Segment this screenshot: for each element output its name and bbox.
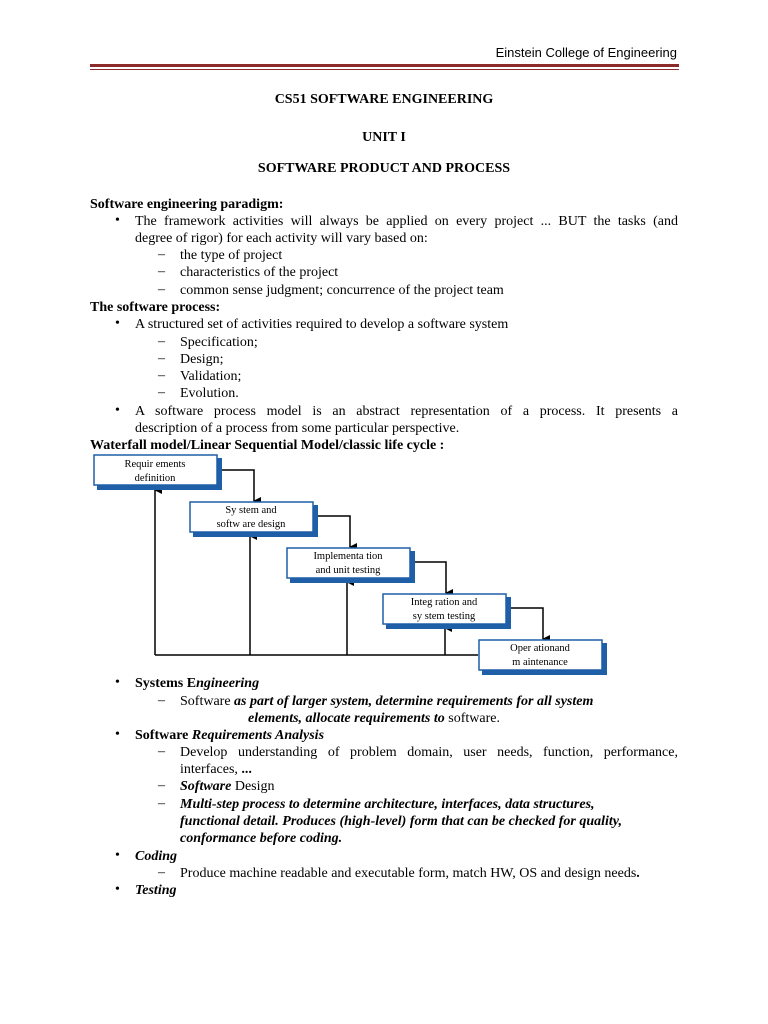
flow-arrow: [316, 516, 350, 547]
requirements-analysis-label: Software Requirements Analysis: [135, 728, 325, 743]
process-bullet2-line2: description of a process from some particular perspective.: [135, 421, 460, 436]
bullet-glyph: •: [115, 727, 120, 742]
dash-glyph: –: [158, 796, 165, 811]
requirements-sub1-line1: Develop understanding of problem domain, user needs, function, performance,: [180, 745, 678, 760]
box-label: Oper ationand: [510, 643, 570, 654]
paradigm-bullet-line1: The framework activities will always be applied on every project ... BUT the tasks (and: [135, 214, 678, 229]
process-bullet1: A structured set of activities required to develop a software system: [135, 317, 509, 332]
box-label: sy stem testing: [412, 611, 476, 622]
box-label: definition: [134, 473, 176, 484]
dash-glyph: –: [158, 351, 165, 366]
box-label: Sy stem and: [225, 505, 277, 516]
bullet-glyph: •: [115, 316, 120, 331]
stage-system-software-design: [190, 502, 318, 537]
systems-engineering-desc-line1: Software as part of larger system, determine requirements for all system: [180, 694, 594, 709]
process-subitem: Evolution.: [180, 386, 239, 401]
design-desc-line3: conformance before coding.: [180, 831, 343, 846]
systems-engineering-desc-line2: elements, allocate requirements to software.: [248, 711, 500, 726]
stage-requirements-definition: [94, 455, 222, 490]
coding-desc: Produce machine readable and executable form, match HW, OS and design needs.: [180, 866, 640, 881]
systems-engineering-label: Systems Engineering: [135, 676, 260, 691]
stage-operation-maintenance: [479, 640, 607, 675]
waterfall-diagram: [0, 450, 768, 680]
course-title: CS51 SOFTWARE ENGINEERING: [274, 92, 494, 107]
unit-title: UNIT I: [362, 130, 406, 145]
bullet-glyph: •: [115, 882, 120, 897]
paradigm-subitem: characteristics of the project: [180, 265, 339, 280]
bullet-glyph: •: [115, 213, 120, 228]
dash-glyph: –: [158, 368, 165, 383]
software-design-item: Software Design: [180, 779, 275, 794]
waterfall-heading: Waterfall model/Linear Sequential Model/classic life cycle :: [90, 438, 445, 453]
paradigm-bullet-line2: degree of rigor) for each activity will vary based on:: [135, 231, 428, 246]
flow-arrow: [412, 562, 446, 593]
paradigm-subitem: the type of project: [180, 248, 283, 263]
paradigm-subitem: common sense judgment; concurrence of the project team: [180, 283, 504, 298]
stage-implementation-unit-testing: [287, 548, 415, 583]
dash-glyph: –: [158, 385, 165, 400]
testing-label: Testing: [135, 883, 177, 898]
process-heading: The software process:: [90, 300, 221, 315]
requirements-sub1-line2: interfaces, ...: [180, 762, 252, 777]
dash-glyph: –: [158, 778, 165, 793]
dash-glyph: –: [158, 264, 165, 279]
box-label: and unit testing: [315, 565, 381, 576]
bullet-glyph: •: [115, 848, 120, 863]
flow-arrow: [509, 608, 543, 639]
flow-arrow: [219, 470, 254, 501]
dash-glyph: –: [158, 744, 165, 759]
process-subitem: Validation;: [180, 369, 242, 384]
header-rule-thin: [90, 69, 679, 70]
bullet-glyph: •: [115, 403, 120, 418]
stage-integration-system-testing: [383, 594, 511, 629]
coding-label: Coding: [135, 849, 178, 864]
college-header: Einstein College of Engineering: [495, 45, 677, 60]
process-subitem: Specification;: [180, 335, 258, 350]
topic-title: SOFTWARE PRODUCT AND PROCESS: [257, 161, 511, 176]
process-subitem: Design;: [180, 352, 224, 367]
design-desc-line1: Multi-step process to determine architecture, interfaces, data structures,: [180, 797, 595, 812]
bullet-glyph: •: [115, 675, 120, 690]
box-label: softw are design: [216, 519, 286, 530]
dash-glyph: –: [158, 334, 165, 349]
box-label: Requir ements: [124, 459, 186, 470]
header-rule: [90, 64, 679, 67]
dash-glyph: –: [158, 865, 165, 880]
box-label: m aintenance: [512, 657, 568, 668]
box-label: Integ ration and: [410, 597, 478, 608]
paradigm-heading: Software engineering paradigm:: [90, 197, 284, 212]
process-bullet2-line1: A software process model is an abstract representation of a process. It presents a: [135, 404, 678, 419]
dash-glyph: –: [158, 247, 165, 262]
dash-glyph: –: [158, 282, 165, 297]
box-label: Implementa tion: [313, 551, 383, 562]
dash-glyph: –: [158, 693, 165, 708]
design-desc-line2: functional detail. Produces (high-level) form that can be checked for quality,: [180, 814, 622, 829]
